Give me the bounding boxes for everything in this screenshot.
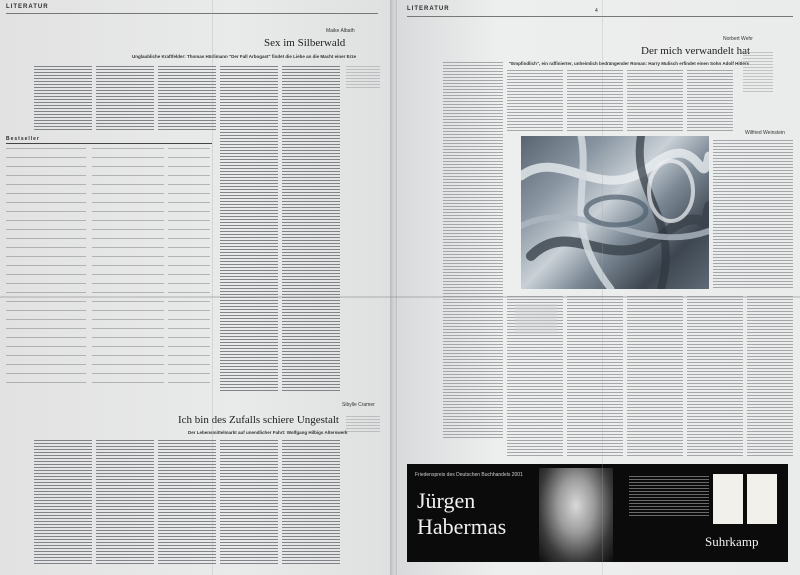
text-column: [282, 66, 340, 391]
article-author: Norbert Wehr: [723, 36, 753, 42]
book-cover: [747, 474, 777, 524]
bestseller-list-right: [168, 148, 210, 388]
page-number: 4: [595, 8, 598, 14]
vertical-fold: [602, 0, 603, 575]
section-label: LITERATUR: [407, 6, 450, 12]
ad-name-last: Habermas: [417, 514, 507, 539]
section-label: LITERATUR: [6, 4, 49, 10]
publisher-logo: Suhrkamp: [705, 534, 759, 549]
horizontal-fold: [0, 296, 800, 298]
book-info-box: [346, 66, 380, 88]
suhrkamp-advertisement[interactable]: [407, 464, 788, 562]
text-column: [96, 440, 154, 564]
text-column: [158, 440, 216, 564]
article-subhead: Der Lebensmittelmarkt auf unendlicher Fahrt: Wolfgang Hilbigs Alterswerk: [188, 430, 348, 435]
left-newspaper-page: [0, 0, 392, 575]
ad-text-block: [629, 476, 709, 516]
text-column: [567, 296, 623, 456]
text-column: [220, 66, 278, 391]
right-newspaper-page: [397, 0, 800, 575]
text-column: [687, 296, 743, 456]
text-column: [282, 440, 340, 564]
header-rule: [6, 13, 378, 14]
book-info-box: [346, 416, 380, 434]
side-article-author: Wilfried Weinstein: [745, 130, 785, 136]
text-column: [158, 66, 216, 130]
text-column: [713, 140, 793, 290]
article-author: Sibylle Cramer: [342, 402, 375, 408]
ad-tagline: Friedenspreis des Deutschen Buchhandels 2001: [415, 472, 523, 478]
text-column: [747, 296, 793, 456]
pull-quote: [515, 304, 557, 334]
text-column: [627, 70, 683, 132]
article-photo: [521, 136, 709, 289]
article-headline: Der mich verwandelt hat: [641, 45, 751, 57]
text-column: [220, 440, 278, 564]
text-column: [627, 296, 683, 456]
text-column: [34, 440, 92, 564]
article-subhead: Unglaubliche Kraftfelder: Thomas Hürlimann "Der Fall Arbogast" findet die Liebe an die Macht einer Erze: [132, 54, 357, 59]
text-column: [96, 66, 154, 130]
bestseller-heading: Bestseller: [6, 136, 40, 142]
article-headline: Ich bin des Zufalls schiere Ungestalt: [178, 414, 339, 426]
text-column: [507, 70, 563, 132]
abstract-tubes-image: [521, 136, 709, 289]
bestseller-list-mid: [92, 148, 164, 388]
book-cover: [713, 474, 743, 524]
article-headline: Sex im Silberwald: [264, 37, 346, 49]
article-subhead: "Empfindlich", ein raffinierter, unheimlich bedrängender Roman: Harry Mulisch erfindet einen Sohn Adolf Hitlers: [509, 61, 750, 66]
bestseller-rule: [6, 143, 212, 144]
text-column: [443, 62, 503, 440]
article-author: Maike Albath: [326, 28, 355, 34]
header-rule: [407, 16, 793, 17]
ad-name-first: Jürgen: [417, 488, 476, 513]
text-column: [567, 70, 623, 132]
bestseller-list-left: [6, 148, 86, 388]
book-info-box: [743, 52, 773, 92]
text-column: [34, 66, 92, 130]
text-column: [687, 70, 733, 132]
vertical-fold: [212, 0, 213, 575]
